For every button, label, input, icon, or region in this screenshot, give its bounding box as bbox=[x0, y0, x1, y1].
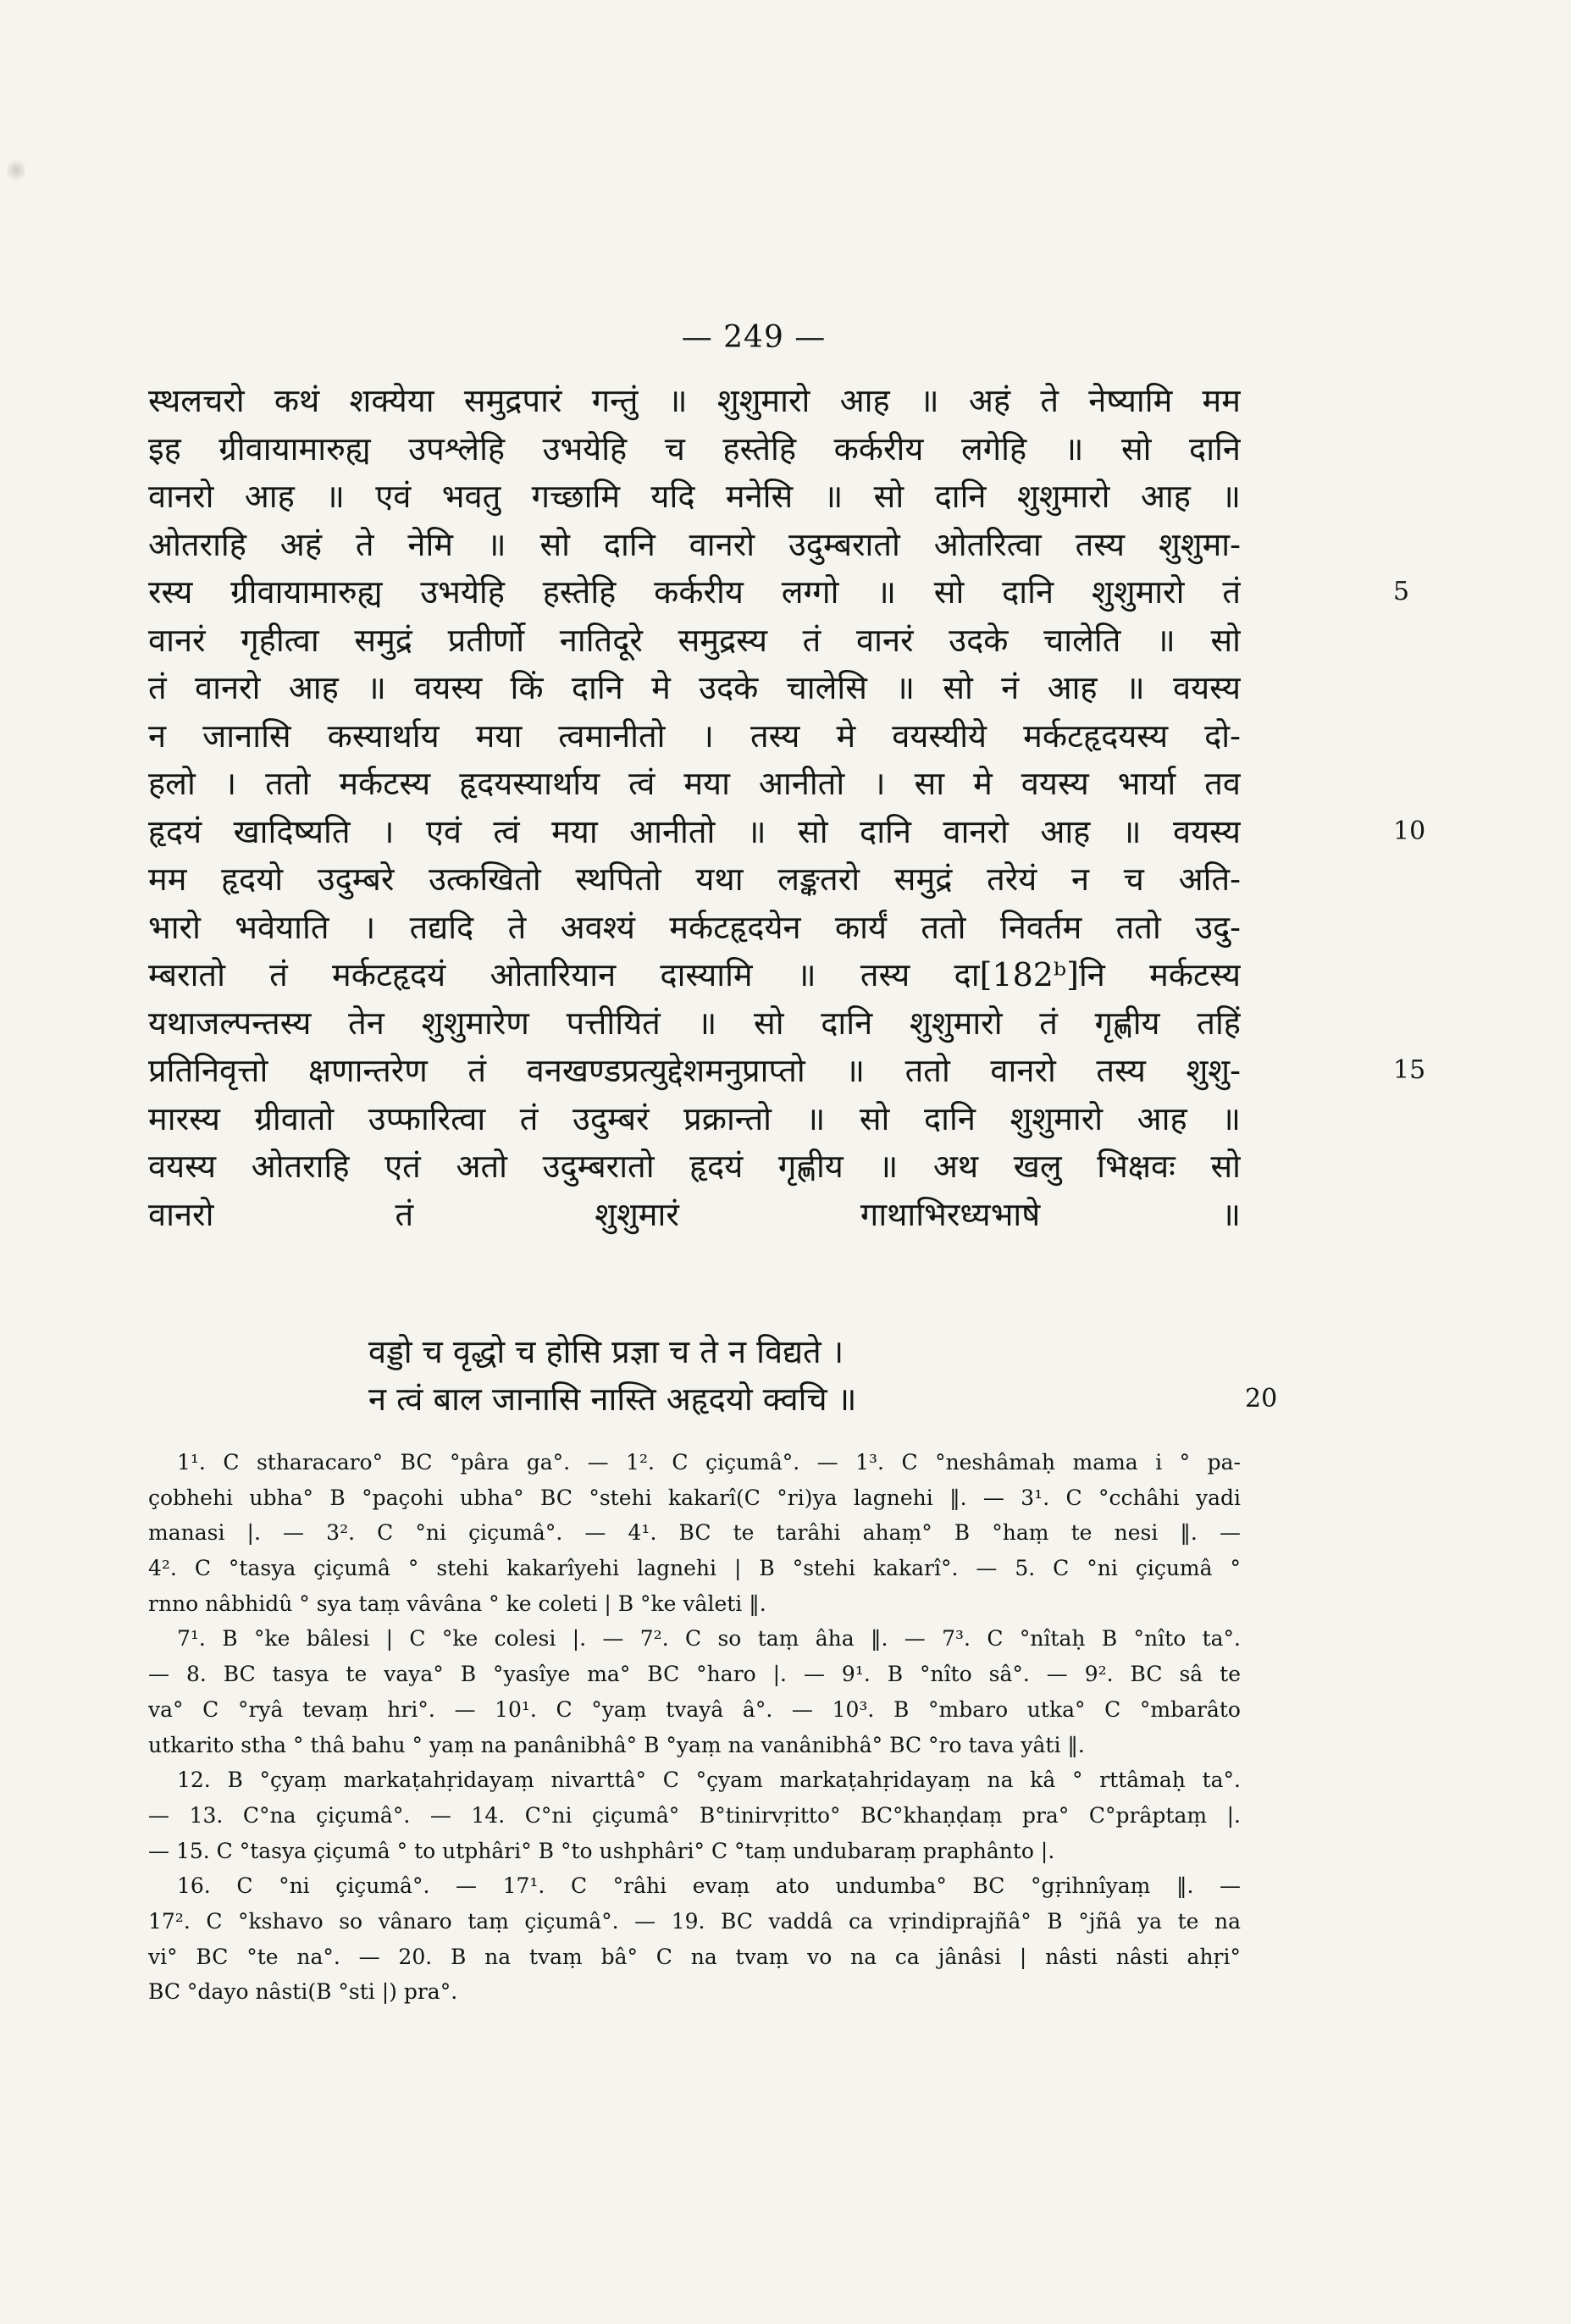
main-text-block bbox=[148, 377, 1426, 1238]
footnote-line: rnno nâbhidû ° sya taṃ vâvâna ° ke coleti | B °ke vâleti ‖. bbox=[148, 1591, 766, 1616]
text-line-content: तं वानरो आह ॥ वयस्य किं दानि मे उदके चालेसि ॥ सो नं आह ॥ वयस्य bbox=[148, 669, 1241, 706]
text-line-content: स्थलचरो कथं शक्येया समुद्रपारं गन्तुं ॥ शुशुमारो आह ॥ अहं ते नेष्यामि मम bbox=[148, 382, 1241, 419]
text-line bbox=[148, 664, 1241, 712]
text-line bbox=[148, 760, 1241, 808]
text-line bbox=[148, 999, 1241, 1048]
text-line-content: हलो । ततो मर्कटस्य हृदयस्यार्थाय त्वं मया आनीतो । सा मे वयस्य भार्या तव bbox=[148, 765, 1241, 802]
footnote-line: — 15. C °tasya çiçumâ ° to utphâri° B °to ushphâri° C °taṃ undubaraṃ praphânto |. bbox=[148, 1838, 1055, 1863]
footnote-line: utkarito stha ° thâ bahu ° yaṃ na panânibhâ° B °yaṃ na vanânibhâ° BC °ro tava yâti ‖. bbox=[148, 1732, 1085, 1757]
footnote-line: 4². C °tasya çiçumâ ° stehi kakarîyehi lagnehi | B °stehi kakarî°. — 5. C °ni çiçumâ ° bbox=[148, 1556, 1241, 1581]
page-number: — 249 — bbox=[681, 320, 827, 355]
verse-block bbox=[368, 1328, 1278, 1423]
text-line bbox=[148, 617, 1241, 665]
footnote-line: — 8. BC tasya te vaya° B °yasîye ma° BC °haro |. — 9¹. B °nîto sâ°. — 9². BC sâ te bbox=[148, 1662, 1241, 1687]
text-line bbox=[148, 1047, 1241, 1095]
text-line bbox=[148, 1191, 1241, 1239]
line-number: 15 bbox=[1393, 1055, 1426, 1085]
line-number: 10 bbox=[1393, 816, 1426, 846]
text-line-content: रस्य ग्रीवायामारुह्य उभयेहि हस्तेहि कर्करीय लग्गो ॥ सो दानि शुशुमारो तं bbox=[148, 573, 1241, 611]
text-line-content: मम हृदयो उदुम्बरे उत्कखितो स्थपितो यथा लङ्कतरो समुद्रं तरेयं न च अति- bbox=[148, 860, 1241, 898]
text-line bbox=[148, 712, 1241, 761]
text-line-content: वयस्य ओतराहि एतं अतो उदुम्बरातो हृदयं गृह्णीय ॥ अथ खलु भिक्षवः सो bbox=[148, 1148, 1241, 1185]
line-number: 20 bbox=[1245, 1384, 1278, 1414]
text-line bbox=[148, 473, 1241, 521]
text-line-content: भारो भवेयाति । तद्यदि ते अवश्यं मर्कटहृदयेन कार्यं ततो निवर्तम ततो उदु- bbox=[148, 908, 1241, 946]
text-line bbox=[148, 425, 1241, 473]
text-line bbox=[148, 377, 1241, 425]
footnote-line: 7¹. B °ke bâlesi | C °ke colesi |. — 7². C so taṃ âha ‖. — 7³. C °nîtaḥ B °nîto ta°. bbox=[177, 1626, 1241, 1652]
text-line bbox=[148, 568, 1241, 617]
text-line bbox=[148, 521, 1241, 569]
text-line bbox=[148, 1143, 1241, 1191]
text-line-content: वानरो तं शुशुमारं गाथाभिरध्यभाषे ॥ bbox=[148, 1195, 1241, 1233]
footnote-line: — 13. C°na çiçumâ°. — 14. C°ni çiçumâ° B°tinirvṛitto° BC°khaṇḍaṃ pra° C°prâptaṃ |. bbox=[148, 1802, 1241, 1828]
ink-blot bbox=[7, 158, 25, 183]
text-line bbox=[148, 808, 1241, 856]
verse-line: न त्वं बाल जानासि नास्ति अहृदयो क्वचि ॥ bbox=[368, 1381, 857, 1418]
text-line-content: इह ग्रीवायामारुह्य उपश्लेहि उभयेहि च हस्तेहि कर्करीय लगेहि ॥ सो दानि bbox=[148, 429, 1241, 468]
text-line-content: हृदयं खादिष्यति । एवं त्वं मया आनीतो ॥ सो दानि वानरो आह ॥ वयस्य bbox=[148, 812, 1241, 850]
text-line bbox=[148, 904, 1241, 952]
footnote-line: vi° BC °te na°. — 20. B na tvaṃ bâ° C na tvaṃ vo na ca jânâsi | nâsti nâsti ahṛi° bbox=[148, 1944, 1241, 1969]
text-line-content: वानरं गृहीत्वा समुद्रं प्रतीर्णो नातिदूरे समुद्रस्य तं वानरं उदके चालेति ॥ सो bbox=[148, 621, 1241, 659]
footnote-line: çobhehi ubha° B °paçohi ubha° BC °stehi kakarî(C °ri)ya lagnehi ‖. — 3¹. C °cchâhi yadi bbox=[148, 1485, 1241, 1510]
text-line-content: प्रतिनिवृत्तो क्षणान्तरेण तं वनखण्डप्रत्युद्देशमनुप्राप्तो ॥ ततो वानरो तस्य शुशु- bbox=[148, 1052, 1241, 1089]
footnote-line: 1¹. C stharacaro° BC °pâra ga°. — 1². C çiçumâ°. — 1³. C °neshâmaḥ mama i ° pa- bbox=[177, 1450, 1241, 1475]
text-line-content: न जानासि कस्यार्थाय मया त्वमानीतो । तस्य मे वयस्यीये मर्कटहृदयस्य दो- bbox=[148, 717, 1241, 755]
footnote-line: va° C °ryâ tevaṃ hri°. — 10¹. C °yaṃ tvayâ â°. — 10³. B °mbaro utka° C °mbarâto bbox=[148, 1696, 1241, 1722]
text-line-content: मारस्य ग्रीवातो उप्फारित्वा तं उदुम्बरं प्रक्रान्तो ॥ सो दानि शुशुमारो आह ॥ bbox=[148, 1099, 1241, 1137]
text-line-content: वानरो आह ॥ एवं भवतु गच्छामि यदि मनेसि ॥ सो दानि शुशुमारो आह ॥ bbox=[148, 478, 1241, 515]
text-line-content: ओतराहि अहं ते नेमि ॥ सो दानि वानरो उदुम्बरातो ओतरित्वा तस्य शुशुमा- bbox=[148, 525, 1241, 563]
verse-line: वड्डो च वृद्धो च होसि प्रज्ञा च ते न विद्यते । bbox=[368, 1333, 844, 1370]
text-line bbox=[148, 1095, 1241, 1143]
footnotes-block bbox=[148, 1445, 1241, 2010]
footnote-line: manasi |. — 3². C °ni çiçumâ°. — 4¹. BC te tarâhi ahaṃ° B °haṃ te nesi ‖. — bbox=[148, 1520, 1241, 1546]
line-number: 5 bbox=[1393, 577, 1410, 606]
text-line bbox=[148, 855, 1241, 904]
footnote-line: 12. B °çyaṃ markaṭahṛidayaṃ nivarttâ° C °çyam markaṭahṛidayaṃ na kâ ° rttâmaḥ ta°. bbox=[177, 1768, 1241, 1793]
text-line-content: म्बरातो तं मर्कटहृदयं ओतारियान दास्यामि ॥ तस्य दा[182ᵇ]नि मर्कटस्य bbox=[148, 956, 1241, 993]
footnote-line: BC °dayo nâsti(B °sti |) pra°. bbox=[148, 1979, 458, 2005]
footnote-line: 16. C °ni çiçumâ°. — 17¹. C °râhi evaṃ ato undumba° BC °gṛihnîyaṃ ‖. — bbox=[177, 1873, 1241, 1899]
footnote-line: 17². C °kshavo so vânaro taṃ çiçumâ°. — 19. BC vaddâ ca vṛindiprajñâ° B °jñâ ya te na bbox=[148, 1908, 1241, 1934]
text-line-content: यथाजल्पन्तस्य तेन शुशुमारेण पत्तीयितं ॥ सो दानि शुशुमारो तं गृह्णीय तहिं bbox=[148, 1004, 1241, 1042]
text-line bbox=[148, 951, 1241, 999]
